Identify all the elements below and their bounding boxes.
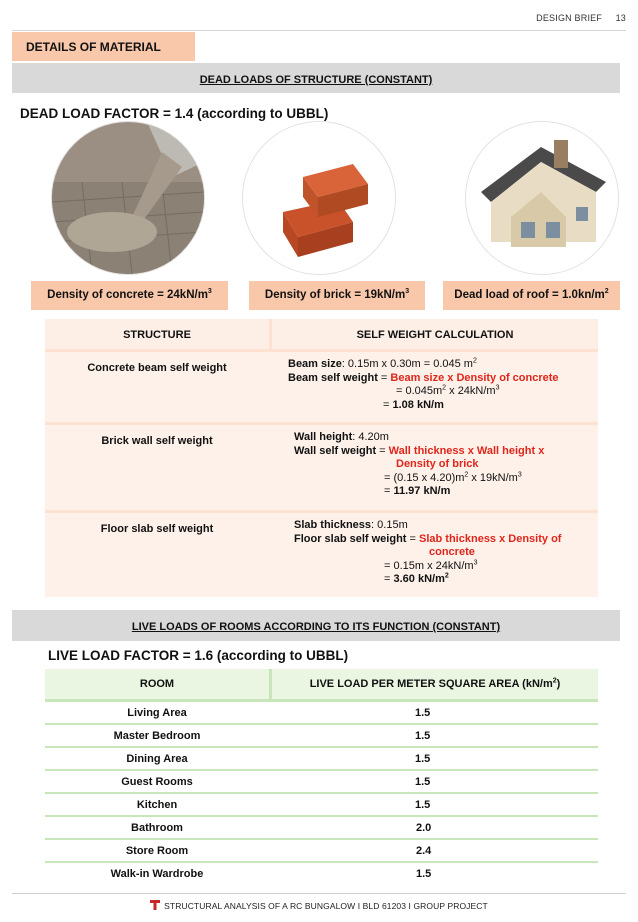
table-row-beam [45,352,598,422]
calc-text: : 4.20m [352,431,389,443]
footer-text: STRUCTURAL ANALYSIS OF A RC BUNGALOW I BLD 61203 I GROUP PROJECT [164,901,488,911]
density-concrete [31,281,228,310]
calc-term: Wall self weight [294,444,377,457]
table-header-structure: STRUCTURE [45,319,269,349]
dead-loads-bar: DEAD LOADS OF STRUCTURE (CONSTANT) [12,63,620,93]
table-row [45,863,598,887]
superscript: 2 [442,384,447,392]
calc-term: Beam self weight [288,371,378,384]
calc-text: : 0.15m x 0.30m = 0.045 m [341,358,473,370]
concrete-image [52,122,204,274]
details-title: DETAILS OF MATERIAL [12,32,195,61]
calc-term: Floor slab self weight [294,532,407,545]
calc-text: = 0.045m [396,385,443,397]
room-load: 1.5 [415,776,431,788]
dead-load-factor: DEAD LOAD FACTOR = 1.4 (according to UBBL) [20,106,329,121]
row-label: Concrete beam self weight [87,362,227,374]
table-row [45,840,598,861]
header-divider [12,30,626,31]
calc-formula: Wall thickness x Wall height x [388,444,545,457]
footer-divider [12,893,626,894]
page-header [536,13,626,23]
room-load: 2.0 [416,822,432,834]
density-brick-text: Density of brick = 19kN/m [264,289,406,301]
room-name: Bathroom [131,822,183,834]
table-row-brick [45,425,598,510]
room-name: Dining Area [126,753,188,765]
page-number: 13 [615,13,626,23]
superscript: 3 [473,558,478,566]
calc-text: = [376,444,389,457]
density-concrete-text: Density of concrete = 24kN/m [47,289,208,301]
room-load: 1.5 [415,707,431,719]
calc-formula: Beam size x Density of concrete [390,371,559,384]
brick-image [243,122,395,274]
calc-formula: Slab thickness x Density of [419,532,562,545]
calc-formula: concrete [429,546,475,558]
row-calculation [272,352,598,422]
calc-result: 11.97 kN/m [393,485,451,497]
live-load-factor: LIVE LOAD FACTOR = 1.6 (according to UBBL) [48,648,349,663]
room-name: Store Room [125,845,189,857]
room-name: Kitchen [136,799,178,811]
calc-result: 1.08 kN/m [392,398,444,411]
room-name: Living Area [127,707,187,719]
superscript: 3 [517,470,522,478]
room-name: Walk-in Wardrobe [110,868,204,880]
roof-image [466,122,618,274]
calc-text: = [384,485,394,497]
header-text: LIVE LOAD PER METER SQUARE AREA (kN/m [309,678,553,690]
room-load: 2.4 [416,845,432,857]
table-row [45,702,598,723]
row-calculation [272,425,598,510]
superscript: 3 [405,288,410,296]
table-row [45,794,598,815]
superscript: 3 [495,384,500,392]
dead-load-roof-text: Dead load of roof = 1.0kn/m [454,289,605,301]
calc-text: x 19kN/m [468,471,518,484]
row-label: Floor slab self weight [100,523,214,535]
room-name: Guest Rooms [121,776,193,788]
table-row [45,771,598,792]
calc-text: : 0.15m [371,519,408,531]
dead-load-roof [443,281,620,310]
calc-text: = [383,398,393,411]
table-header-live-load [272,669,598,699]
calc-text: = [377,371,391,384]
live-load-table [45,669,598,887]
calc-term: Beam size [288,358,342,370]
header-text: ) [556,678,561,690]
calc-text: = (0.15 x 4.20)m [384,471,465,484]
superscript: 3 [207,288,212,296]
room-load: 1.5 [415,799,431,811]
superscript: 2 [472,357,477,365]
room-name: Master Bedroom [113,730,201,742]
table-header-room: ROOM [45,669,269,699]
calc-text: x 24kN/m [446,385,496,397]
row-calculation [272,513,598,597]
university-logo-icon [150,900,160,910]
table-row [45,817,598,838]
row-label: Brick wall self weight [101,435,213,447]
calc-text: = [406,532,420,545]
calc-formula: Density of brick [396,458,479,470]
table-row-slab [45,513,598,597]
table-row [45,725,598,746]
live-loads-bar: LIVE LOADS OF ROOMS ACCORDING TO ITS FUNCTION (CONSTANT) [12,610,620,641]
calc-text: = 0.15m x 24kN/m [384,559,474,572]
superscript: 2 [604,288,609,296]
calc-text: = [384,573,394,585]
room-load: 1.5 [415,753,431,765]
superscript: 2 [464,470,469,478]
superscript: 2 [552,677,557,685]
calc-term: Slab thickness [294,519,372,531]
page-footer [0,900,638,911]
table-header-calculation: SELF WEIGHT CALCULATION [272,319,598,349]
self-weight-table [45,319,598,597]
room-load: 1.5 [416,868,432,880]
table-row [45,748,598,769]
superscript: 2 [444,572,449,580]
room-load: 1.5 [415,730,431,742]
calc-term: Wall height [294,431,353,443]
section-label: DESIGN BRIEF [536,13,603,23]
density-brick [249,281,425,310]
calc-result: 3.60 kN/m [393,573,445,585]
